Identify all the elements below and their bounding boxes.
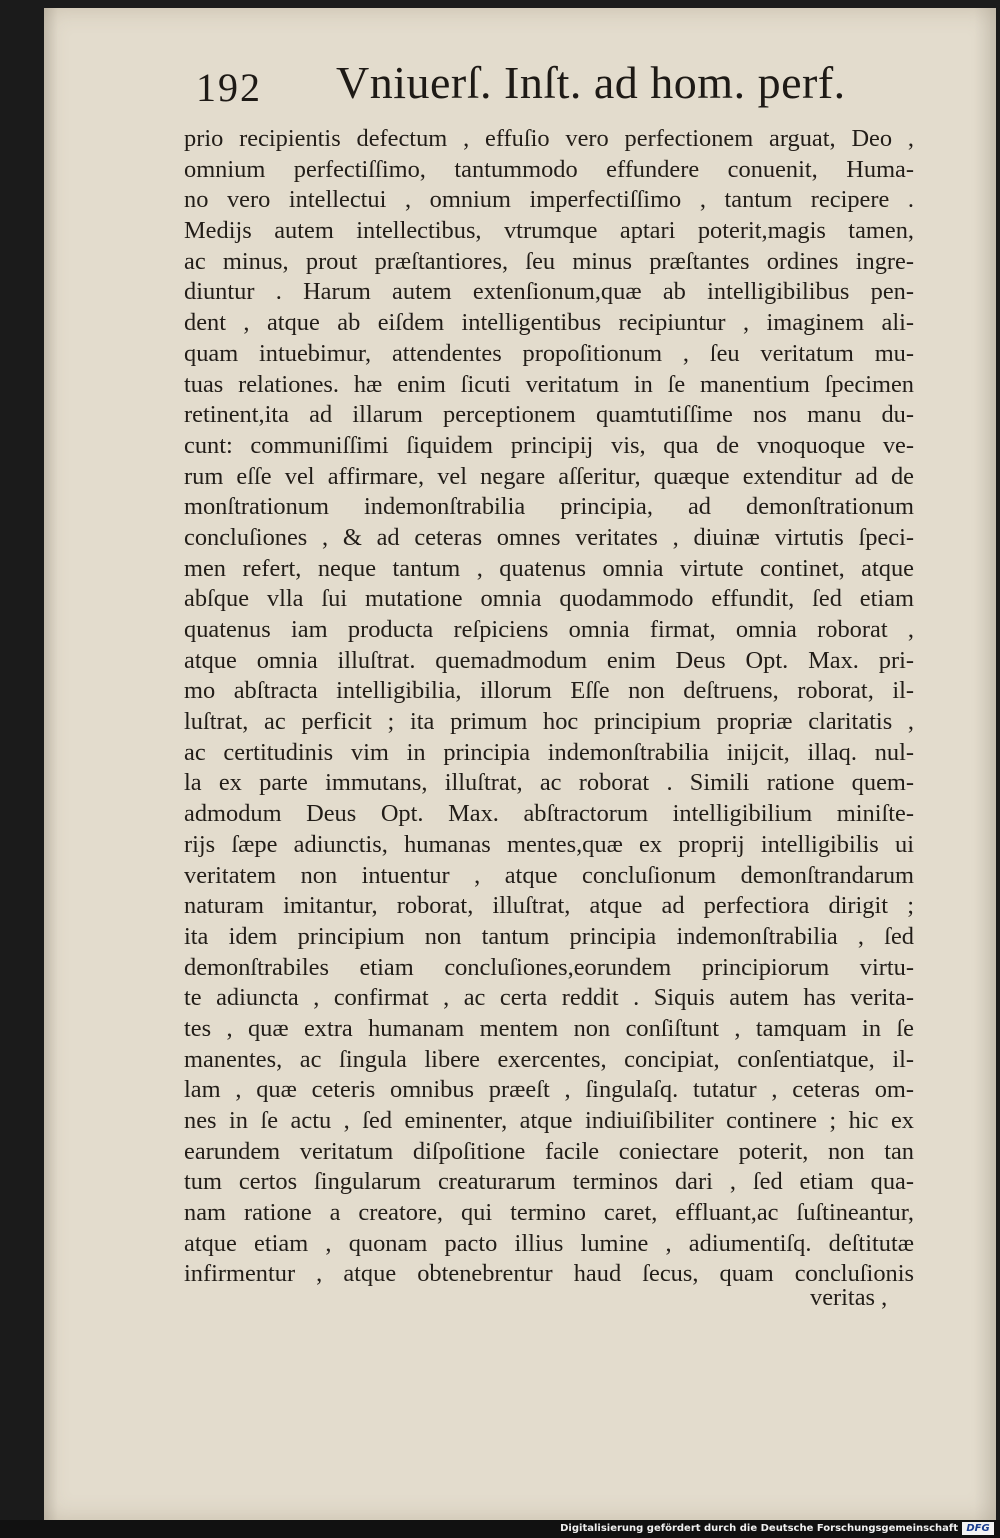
text-line: rijs ſæpe adiunctis, humanas mentes,quæ ex proprij intelligibilis ui (184, 830, 914, 858)
text-line: no vero intellectui , omnium imperfectiſſimo , tantum recipere . (184, 186, 914, 214)
text-line: dent , atque ab eiſdem intelligentibus recipiuntur , imaginem ali- (184, 309, 914, 337)
text-line: nes in ſe actu , ſed eminenter, atque indiuiſibiliter continere ; hic ex (184, 1107, 914, 1134)
text-line: lam , quæ ceteris omnibus præeſt , ſingulaſq. tutatur , ceteras om- (184, 1076, 914, 1104)
text-line: ac minus, prout præſtantiores, ſeu minus præſtantes ordines ingre- (184, 247, 914, 275)
text-line: Medijs autem intellectibus, vtrumque aptari poterit,magis tamen, (184, 217, 914, 245)
running-head: Vniuerſ. Inſt. ad hom. perf. (336, 57, 846, 108)
text-line: infirmentur , atque obtenebrentur haud ſecus, quam concluſionis (184, 1260, 914, 1288)
text-line: luſtrat, ac perficit ; ita primum hoc principium propriæ claritatis , (184, 708, 914, 736)
catchword: veritas , (810, 1284, 888, 1311)
text-line: men refert, neque tantum , quatenus omnia virtute continet, atque (184, 554, 914, 582)
text-line: ac certitudinis vim in principia indemonſtrabilia inijcit, illaq. nul- (184, 738, 914, 766)
text-line: retinent,ita ad illarum perceptionem quamtutiſſime nos manu du- (184, 401, 914, 429)
text-line: atque omnia illuſtrat. quemadmodum enim Deus Opt. Max. pri- (184, 646, 914, 674)
text-line: concluſiones , & ad ceteras omnes veritates , diuinæ virtutis ſpeci- (184, 523, 914, 551)
text-line: quatenus iam producta reſpiciens omnia firmat, omnia roborat , (184, 616, 914, 643)
digitization-credit: Digitalisierung gefördert durch die Deutsche Forschungsgemeinschaft (560, 1523, 958, 1534)
text-line: omnium perfectiſſimo, tantummodo effundere conuenit, Huma- (184, 155, 914, 183)
text-line: nam ratione a creatore, qui termino caret, effluant,ac ſuſtineantur, (184, 1199, 914, 1227)
text-line: ita idem principium non tantum principia indemonſtrabilia , ſed (184, 922, 914, 950)
text-line: demonſtrabiles etiam concluſiones,eorundem principiorum virtu- (184, 953, 914, 981)
text-line: diuntur . Harum autem extenſionum,quæ ab intelligibilibus pen- (184, 278, 914, 306)
text-line: mo abſtracta intelligibilia, illorum Eſſe non deſtruens, roborat, il- (184, 677, 914, 705)
text-line: quam intuebimur, attendentes propoſitionum , ſeu veritatum mu- (184, 339, 914, 367)
text-line: rum eſſe vel affirmare, vel negare aſſeritur, quæque extenditur ad de (184, 462, 914, 490)
text-line: monſtrationum indemonſtrabilia principia, ad demonſtrationum (184, 493, 914, 521)
text-line: abſque vlla ſui mutatione omnia quodammodo effundit, ſed etiam (184, 585, 914, 613)
text-line: veritatem non intuentur , atque concluſionum demonſtrandarum (184, 861, 914, 889)
text-line: te adiuncta , confirmat , ac certa reddit . Siquis autem has verita- (184, 984, 914, 1012)
text-line: manentes, ac ſingula libere exercentes, concipiat, conſentiatque, il- (184, 1045, 914, 1073)
dfg-logo: DFG (962, 1522, 994, 1535)
page-header (196, 50, 916, 130)
text-line: prio recipientis defectum , effuſio vero perfectionem arguat, Deo , (184, 125, 914, 152)
text-line: earundem veritatum diſpoſitione facile coniectare poterit, non tan (184, 1137, 914, 1165)
text-line: tes , quæ extra humanam mentem non conſiſtunt , tamquam in ſe (184, 1014, 914, 1042)
text-line: atque etiam , quonam pacto illius lumine , adiumentiſq. deſtitutæ (184, 1229, 914, 1257)
page-number: 192 (196, 65, 262, 110)
body-text (184, 124, 914, 1290)
text-line: tuas relationes. hæ enim ſicuti veritatum in ſe manentium ſpecimen (184, 370, 914, 398)
text-line: admodum Deus Opt. Max. abſtractorum intelligibilium miniſte- (184, 800, 914, 828)
text-line: cunt: communiſſimi ſiquidem principij vis, qua de vnoquoque ve- (184, 431, 914, 459)
text-line: tum certos ſingularum creaturarum terminos dari , ſed etiam qua- (184, 1168, 914, 1196)
text-line: naturam imitantur, roborat, illuſtrat, atque ad perfectiora dirigit ; (184, 892, 914, 920)
text-line: la ex parte immutans, illuſtrat, ac roborat . Simili ratione quem- (184, 769, 914, 797)
